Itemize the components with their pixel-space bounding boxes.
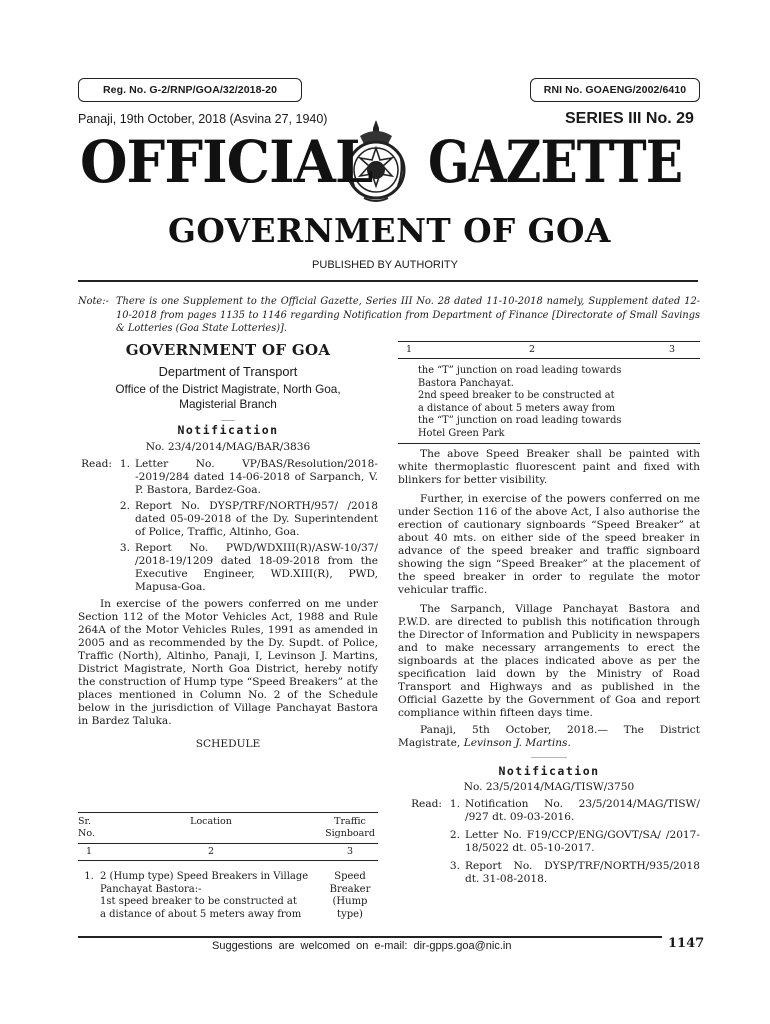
column-number-row: 1 2 3 bbox=[85, 846, 354, 857]
right-column bbox=[398, 448, 700, 886]
read2-item-1: Read: 1. Notification No. 23/5/2014/MAG/TISW/ /927 dt. 09-03-2016. bbox=[411, 798, 700, 823]
location-cell: 2 (Hump type) Speed Breakers in Village Panchayat Bastora:- 1st speed breaker to be constructed at a distance of about 5 meters away from bbox=[100, 871, 309, 920]
signatory-name: Levinson J. Martins. bbox=[463, 737, 571, 749]
notification-2-heading: Notification bbox=[498, 764, 600, 778]
published-by-authority: PUBLISHED BY AUTHORITY bbox=[312, 259, 458, 271]
office-line-1: Office of the District Magistrate, North Goa, bbox=[115, 382, 341, 396]
supplement-note bbox=[78, 295, 700, 336]
col-header-location: Location bbox=[190, 816, 232, 827]
note-label: Note:- bbox=[78, 296, 109, 307]
paragraph-signboards: Further, in exercise of the powers conferred on me under Section 116 of the above Act, I also authorise the erection of cautionary signboards “Speed Breaker” at about 40 mts. on either side of the speed breaker in advance of the speed breaker and traffic signboard showing the sign “Speed Breaker” at the placement of the speed breaker in order to regulate the motor vehicular traffic. bbox=[398, 493, 700, 596]
paragraph-paint: The above Speed Breaker shall be painted with white thermoplastic fluorescent paint and fixed with blinkers for better visibility. bbox=[398, 448, 700, 486]
read-item-2: 2. Report No. DYSP/TRF/NORTH/957/ /2018 dated 05-09-2018 of the Dy. Superintendent of Police, Traffic, Altinho, Goa. bbox=[119, 500, 378, 538]
notification-heading: Notification bbox=[177, 423, 279, 437]
read2-item-2: 2. Letter No. F19/CCP/ENG/GOVT/SA/ /2017-18/5022 dt. 05-10-2017. bbox=[449, 829, 700, 854]
col-header-sr: Sr. No. bbox=[78, 816, 95, 839]
department-name: Department of Transport bbox=[158, 364, 298, 379]
read-item-1: Read: 1. Letter No. VP/BAS/Resolution/2018--2019/284 dated 14-06-2018 of Sarpanch, V. P. Bastora, Bardez-Goa. bbox=[78, 458, 378, 497]
issue-date: Panaji, 19th October, 2018 (Asvina 27, 1940) bbox=[78, 112, 328, 126]
office-line-2: Magisterial Branch bbox=[179, 397, 277, 411]
read2-item-3: 3. Report No. DYSP/TRF/NORTH/935/2018 dt. 31-08-2018. bbox=[449, 860, 700, 885]
paragraph-publish: The Sarpanch, Village Panchayat Bastora and P.W.D. are directed to publish this notification through the Director of Information and Publicity in newspapers and to make necessary arrangements to erect the signboards at the places indicated above as per the specification laid down by the Ministry of Road Transport and Highways and as published in the Official Gazette by the Government of Goa and report compliance within fifteen days time. bbox=[398, 603, 700, 719]
reg-no: Reg. No. G-2/RNP/GOA/32/2018-20 bbox=[102, 84, 278, 96]
location-continuation: the “T” junction on road leading towards Bastora Panchayat. 2nd speed breaker to be constructed at a distance of about 5 meters away from the “T” junction on road leading towards Hotel Green Park bbox=[418, 365, 622, 439]
table-row: 1. 2 (Hump type) Speed Breakers in Village Panchayat Bastora:- 1st speed breaker to be constructed at a distance of about 5 meters away from Speed Breaker (Hump type) bbox=[78, 871, 378, 921]
column-number-row: 1 2 3 bbox=[405, 344, 676, 355]
govt-heading: GOVERNMENT OF GOA bbox=[125, 341, 331, 359]
col-header-signboard: Traffic Signboard bbox=[325, 816, 375, 839]
series-number: SERIES III No. 29 bbox=[565, 110, 694, 127]
note-text: There is one Supplement to the Official Gazette, Series III No. 28 dated 11-10-2018 namely, Supplement dated 12-10-2018 from pages 1135 to 1146 regarding Notification from Department of Finance [Directorate of Small Savings & Lotteries (Goa State Lotteries)]. bbox=[116, 296, 700, 334]
notification-2-number: No. 23/5/2014/MAG/TISW/3750 bbox=[463, 781, 635, 793]
divider-dash: ___ bbox=[221, 411, 235, 421]
schedule-table bbox=[78, 812, 378, 921]
footer-rule bbox=[78, 936, 662, 938]
notification-body: In exercise of the powers conferred on me under Section 112 of the Motor Vehicles Act, 1988 and Rule 264A of the Motor Vehicles Rules, 1991 as amended in 2005 and as recommended by the Dy. Supdt. of Police, Traffic (North), Altinho, Panaji, I, Levinson J. Martins, District Magistrate, North Goa District, hereby notify the construction of Hump type “Speed Breakers” at the places mentioned in Column No. 2 of the Schedule below in the jurisdiction of Village Panchayat Bastora in Bardez Taluka. bbox=[78, 598, 378, 727]
masthead-gazette: GAZETTE bbox=[428, 128, 683, 196]
left-column bbox=[78, 341, 378, 751]
read-label: Read: bbox=[81, 458, 112, 470]
suggestions-line: Suggestions are welcomed on e-mail: dir-gpps.goa@nic.in bbox=[212, 940, 512, 952]
signature-line: Panaji, 5th October, 2018.— The District Magistrate, Levinson J. Martins. bbox=[398, 724, 700, 749]
signboard-cell: Speed Breaker (Hump type) bbox=[329, 871, 371, 920]
masthead-government-of-goa: GOVERNMENT OF GOA bbox=[168, 211, 611, 250]
rni-no: RNI No. GOAENG/2002/6410 bbox=[543, 84, 687, 96]
page-number: 1147 bbox=[668, 936, 705, 951]
masthead-official: OFFICIAL bbox=[80, 128, 373, 196]
reg-no-box bbox=[78, 78, 302, 102]
rni-no-box bbox=[530, 78, 700, 102]
separator: _________ bbox=[531, 749, 567, 758]
header-rule bbox=[78, 280, 698, 282]
notification-number: No. 23/4/2014/MAG/BAR/3836 bbox=[145, 441, 311, 453]
schedule-heading: SCHEDULE bbox=[195, 738, 261, 750]
schedule-continuation bbox=[398, 341, 700, 444]
read-item-3: 3. Report No. PWD/WDXIII(R)/ASW-10/37/ /2018-19/1209 dated 18-09-2018 from the Executive Engineer, WD.XIII(R), PWD, Mapusa-Goa. bbox=[119, 542, 378, 593]
